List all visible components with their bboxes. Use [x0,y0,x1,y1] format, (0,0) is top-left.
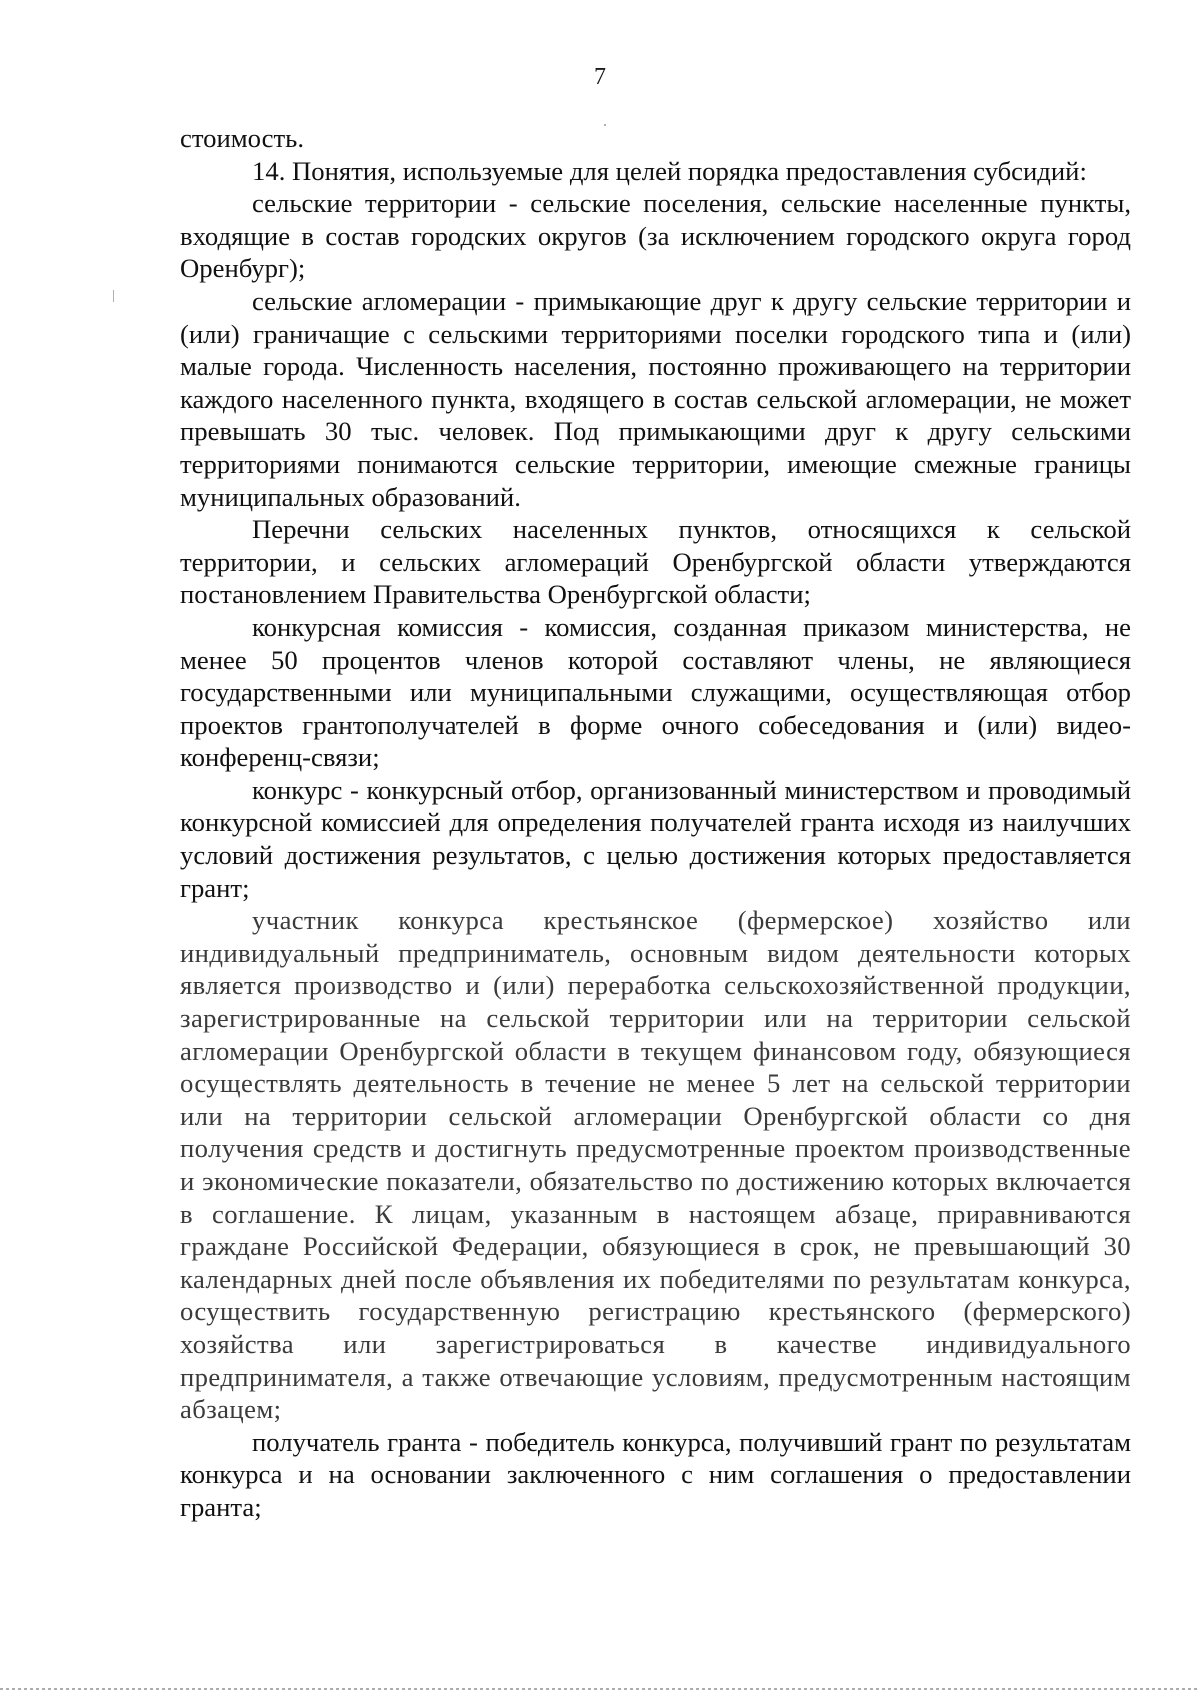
document-body [180,122,1131,1524]
paragraph-lists-of-settlements: Перечни сельских населенных пунктов, относящихся к сельской территории, и сельских агломераций Оренбургской области утверждаются постановлением Правительства Оренбургской области; [180,514,1131,610]
page-number: 7 [594,64,606,90]
paragraph-definition-rural-territories: сельские территории - сельские поселения, сельские населенные пункты, входящие в состав городских округов (за исключением городского округа город Оренбург); [180,188,1131,284]
paragraph-definition-rural-agglomerations: сельские агломерации - примыкающие друг к другу сельские территории и (или) граничащие с сельскими территориями поселки городского типа и (или) малые города. Численность населения, постоянно проживающего на территории каждого населенного пункта, входящего в состав сельской агломерации, не может превышать 30 тыс. человек. Под примыкающими друг к другу сельскими территориями понимаются сельские территории, имеющие смежные границы муниципальных образований. [180,285,1131,512]
paragraph-definition-competition-participant: участник конкурса крестьянское (фермерское) хозяйство или индивидуальный предприниматель, основным видом деятельности которых является производство и (или) переработка сельскохозяйственной продукции, зарегистрированные на сельской территории или на территории сельской агломерации Оренбургской области в текущем финансовом году, обязующиеся осуществлять деятельность в течение не менее 5 лет на сельской территории или на территории сельской агломерации Оренбургской области со дня получения средств и достигнуть предусмотренные проектом производственные и экономические показатели, обязательство по достижению которых включается в соглашение. К лицам, указанным в настоящем абзаце, приравниваются граждане Российской Федерации, обязующиеся в срок, не превышающий 30 календарных дней после объявления их победителями по результатам конкурса, осуществить государственную регистрацию крестьянского (фермерского) хозяйства или зарегистрироваться в качестве индивидуального предпринимателя, а также отвечающие условиям, предусмотренным настоящим абзацем; [180,905,1131,1425]
scan-artifact-bottom-line [0,1688,1200,1690]
scan-artifact-margin-mark [113,290,114,302]
paragraph-item-14-heading: 14. Понятия, используемые для целей порядка предоставления субсидий: [252,155,1087,186]
paragraph-definition-competition-commission: конкурсная комиссия - комиссия, созданная приказом министерства, не менее 50 процентов членов которой составляют члены, не являющиеся государственными или муниципальными служащими, осуществляющая отбор проектов грантополучателей в форме очного собеседования и (или) видео-конференц-связи; [180,611,1131,773]
paragraph-definition-competition: конкурс - конкурсный отбор, организованный министерством и проводимый конкурсной комиссией для определения получателей гранта исходя из наилучших условий достижения результатов, с целью достижения которых предоставляется грант; [180,774,1131,903]
paragraph-continuation: стоимость. [180,123,305,153]
paragraph-definition-grant-recipient: получатель гранта - победитель конкурса, получивший грант по результатам конкурса и на основании заключенного с ним соглашения о предоставлении гранта; [180,1426,1131,1522]
